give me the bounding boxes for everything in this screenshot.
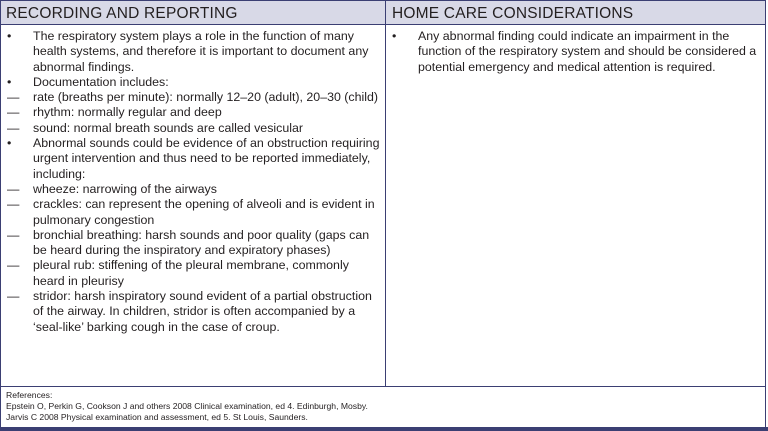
bullet-mark: • [7, 136, 12, 151]
bottom-border-bar [0, 427, 768, 431]
dash-mark: — [7, 258, 20, 273]
list-item [7, 136, 381, 182]
dash-mark: — [7, 227, 20, 242]
sub-list-item [7, 121, 381, 136]
bullet-mark: • [7, 74, 12, 89]
references-label: References: [6, 390, 53, 400]
sub-item-text: rhythm: normally regular and deep [33, 105, 222, 120]
column-divider [385, 1, 386, 386]
sub-list-item [7, 289, 381, 335]
sub-list-item [7, 105, 381, 120]
bullet-mark: • [392, 29, 397, 43]
sub-item-text: bronchial breathing: harsh sounds and poor quality (gaps can be heard during the inspiratory and expiratory phases) [33, 227, 370, 258]
list-item [392, 29, 762, 75]
sub-item-text: stridor: harsh inspiratory sound evident of a partial obstruction of the airway. In children, stridor is often accompanied by a ‘seal-like’ barking cough in the case of croup. [33, 289, 372, 334]
dash-mark: — [7, 181, 20, 196]
sub-item-text: rate (breaths per minute): normally 12–20 (adult), 20–30 (child) [33, 90, 379, 105]
recording-column [7, 29, 381, 335]
bullet-mark: • [7, 29, 12, 43]
dash-mark: — [7, 105, 20, 120]
sub-item-text: sound: normal breath sounds are called vesicular [33, 120, 303, 135]
bullet-text: Documentation includes: [33, 74, 169, 89]
sub-list-item [7, 182, 381, 197]
header-recording-and-reporting: RECORDING AND REPORTING [6, 5, 238, 22]
reference-entry: Jarvis C 2008 Physical examination and assessment, ed 5. St Louis, Saunders. [6, 412, 308, 422]
bullet-text: The respiratory system plays a role in the function of many health systems, and therefore it is important to document any abnormal findings. [33, 29, 369, 74]
sub-list-item [7, 258, 381, 289]
bullet-text: Abnormal sounds could be evidence of an obstruction requiring urgent intervention and thus need to be reported immediately, including: [33, 136, 380, 181]
home-care-column [392, 29, 762, 75]
sub-item-text: wheeze: narrowing of the airways [33, 181, 217, 196]
dash-mark: — [7, 120, 20, 135]
bullet-text: Any abnormal finding could indicate an impairment in the function of the respiratory system and should be considered a potential emergency and medical attention is required. [418, 29, 757, 74]
sub-list-item [7, 90, 381, 105]
dash-mark: — [7, 289, 20, 304]
dash-mark: — [7, 197, 20, 212]
sub-item-text: crackles: can represent the opening of alveoli and is evident in pulmonary congestion [33, 197, 375, 227]
references-section [0, 387, 766, 427]
sub-list-item [7, 197, 381, 228]
dash-mark: — [7, 90, 20, 105]
sub-item-text: pleural rub: stiffening of the pleural membrane, commonly heard in pleurisy [33, 258, 349, 288]
header-home-care-considerations: HOME CARE CONSIDERATIONS [392, 5, 634, 22]
list-item [7, 29, 381, 75]
list-item [7, 75, 381, 90]
sub-list-item [7, 228, 381, 259]
reference-entry: Epstein O, Perkin G, Cookson J and others 2008 Clinical examination, ed 4. Edinburgh, Mosby. [6, 401, 368, 411]
table-header-row [1, 1, 765, 25]
